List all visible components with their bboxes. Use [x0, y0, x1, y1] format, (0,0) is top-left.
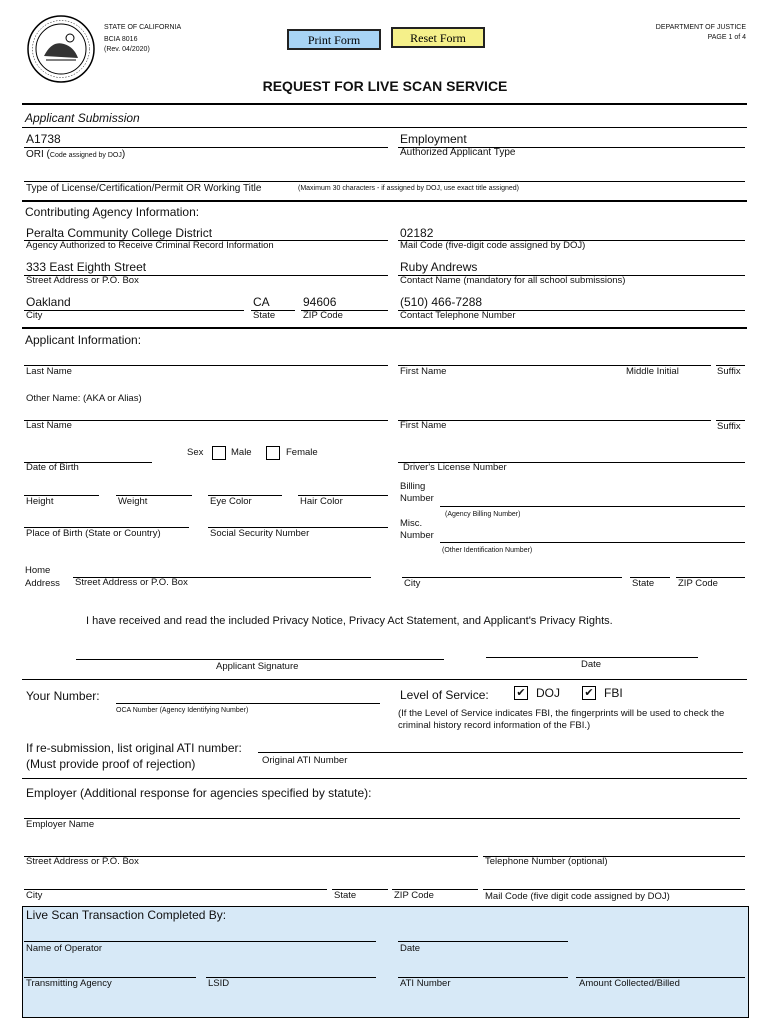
lsid-line[interactable]	[206, 977, 376, 978]
aka-suffix-label: Suffix	[717, 421, 741, 432]
title-rule	[22, 103, 747, 105]
print-form-button[interactable]: Print Form	[287, 29, 381, 50]
mail-code-label: Mail Code (five-digit code assigned by DOJ)	[400, 240, 586, 251]
applicant-type-label: Authorized Applicant Type	[400, 147, 516, 158]
doj-label: DOJ	[536, 686, 560, 700]
page-number: PAGE 1 of 4	[707, 34, 746, 41]
employer-mail-label: Mail Code (five digit code assigned by DOJ)	[485, 891, 670, 902]
reset-form-button[interactable]: Reset Form	[391, 27, 485, 48]
other-name-label: Other Name: (AKA or Alias)	[26, 393, 142, 404]
doj-check-icon: ✔	[516, 687, 526, 699]
agency-city-value[interactable]: Oakland	[26, 295, 71, 309]
ati-number-label: ATI Number	[400, 978, 451, 989]
weight-label: Weight	[118, 496, 148, 507]
resubmission-label-1: If re-submission, list original ATI number:	[26, 741, 242, 755]
dl-label: Driver's License Number	[403, 462, 507, 473]
agency-street-value[interactable]: 333 East Eighth Street	[26, 260, 147, 274]
employer-name-label: Employer Name	[26, 819, 95, 830]
submission-rule	[22, 127, 747, 128]
agency-state-value[interactable]: CA	[253, 295, 270, 309]
agency-name-label: Agency Authorized to Receive Criminal Record Information	[26, 240, 274, 251]
your-number-line[interactable]	[116, 703, 380, 704]
doj-checkbox[interactable]	[514, 686, 528, 700]
billing-line[interactable]	[440, 506, 745, 507]
department-name: DEPARTMENT OF JUSTICE	[655, 24, 746, 31]
agency-heading: Contributing Agency Information:	[25, 205, 200, 219]
license-label: Type of License/Certification/Permit OR Working Title	[26, 183, 262, 194]
your-number-label: Your Number:	[26, 689, 100, 703]
agency-street-label: Street Address or P.O. Box	[26, 275, 139, 286]
agency-city-line	[24, 310, 244, 311]
state-name: STATE OF CALIFORNIA	[104, 24, 182, 31]
sex-label: Sex	[187, 447, 204, 458]
oca-label: OCA Number (Agency Identifying Number)	[116, 707, 249, 714]
state-seal-icon	[26, 14, 96, 84]
ati-line[interactable]	[258, 752, 743, 753]
completed-heading: Live Scan Transaction Completed By:	[26, 908, 227, 922]
completed-date-label: Date	[400, 943, 421, 954]
ati-label: Original ATI Number	[262, 755, 348, 766]
fbi-note-line-1: (If the Level of Service indicates FBI, the fingerprints will be used to check the	[398, 708, 725, 719]
home-label-1: Home	[25, 565, 51, 576]
last-name-label: Last Name	[26, 366, 72, 377]
signature-label: Applicant Signature	[216, 661, 299, 672]
submission-heading: Applicant Submission	[25, 111, 140, 125]
ori-label: ORI (Code assigned by DOJ)	[26, 149, 126, 160]
employer-phone-label: Telephone Number (optional)	[485, 856, 608, 867]
height-label: Height	[26, 496, 54, 507]
privacy-statement: I have received and read the included Privacy Notice, Privacy Act Statement, and Applicant's Privacy Rights.	[86, 615, 613, 627]
agency-name-value[interactable]: Peralta Community College District	[26, 226, 213, 240]
fbi-label: FBI	[604, 686, 623, 700]
operator-line[interactable]	[24, 941, 376, 942]
home-state-label: State	[632, 578, 655, 589]
eye-color-label: Eye Color	[210, 496, 252, 507]
signature-date-label: Date	[581, 659, 602, 670]
pob-label: Place of Birth (State or Country)	[26, 528, 161, 539]
contact-name-label: Contact Name (mandatory for all school submissions)	[400, 275, 626, 286]
billing-note: (Agency Billing Number)	[445, 511, 521, 518]
female-checkbox[interactable]	[266, 446, 280, 460]
employer-city-label: City	[26, 890, 43, 901]
home-label-2: Address	[25, 578, 60, 589]
male-label: Male	[231, 447, 252, 458]
agency-rule	[22, 200, 747, 202]
ssn-label: Social Security Number	[210, 528, 310, 539]
home-city-line[interactable]	[402, 577, 622, 578]
employer-city-line[interactable]	[24, 889, 327, 890]
revision-date: (Rev. 04/2020)	[104, 46, 150, 53]
signature-date-line[interactable]	[486, 657, 698, 658]
employer-name-line[interactable]	[24, 818, 740, 819]
last-name-line[interactable]	[24, 365, 388, 366]
license-note: (Maximum 30 characters - if assigned by DOJ, use exact title assigned)	[298, 185, 519, 192]
form-number: BCIA 8016	[104, 36, 138, 43]
misc-line[interactable]	[440, 542, 745, 543]
home-zip-label: ZIP Code	[678, 578, 718, 589]
applicant-heading: Applicant Information:	[25, 333, 142, 347]
employer-heading: Employer (Additional response for agencies specified by statute):	[26, 786, 372, 800]
agency-zip-label: ZIP Code	[303, 310, 343, 321]
aka-last-name-label: Last Name	[26, 420, 72, 431]
license-line	[24, 181, 745, 182]
amount-label: Amount Collected/Billed	[579, 978, 680, 989]
mail-code-value[interactable]: 02182	[400, 226, 434, 240]
contact-phone-value[interactable]: (510) 466-7288	[400, 295, 483, 309]
employer-mail-line[interactable]	[483, 889, 745, 890]
fbi-checkbox[interactable]	[582, 686, 596, 700]
contact-phone-label: Contact Telephone Number	[400, 310, 516, 321]
operator-label: Name of Operator	[26, 943, 103, 954]
billing-label-2: Number	[400, 493, 434, 504]
applicant-type-value[interactable]: Employment	[400, 132, 467, 146]
resubmission-label-2: (Must provide proof of rejection)	[26, 757, 196, 771]
contact-name-value[interactable]: Ruby Andrews	[400, 260, 478, 274]
employer-state-label: State	[334, 890, 357, 901]
hair-color-label: Hair Color	[300, 496, 343, 507]
completed-date-line[interactable]	[398, 941, 568, 942]
employer-street-label: Street Address or P.O. Box	[26, 856, 139, 867]
male-checkbox[interactable]	[212, 446, 226, 460]
home-street-label: Street Address or P.O. Box	[75, 577, 188, 588]
middle-initial-label: Middle Initial	[626, 366, 679, 377]
misc-label-2: Number	[400, 530, 434, 541]
misc-note: (Other Identification Number)	[442, 547, 533, 554]
misc-label-1: Misc.	[400, 518, 423, 529]
employer-zip-label: ZIP Code	[394, 890, 434, 901]
aka-first-name-label: First Name	[400, 420, 447, 431]
aka-last-name-line[interactable]	[24, 420, 388, 421]
service-rule	[22, 679, 747, 680]
signature-line[interactable]	[76, 659, 444, 660]
suffix-label: Suffix	[717, 366, 741, 377]
fbi-check-icon: ✔	[584, 687, 594, 699]
ori-value[interactable]: A1738	[26, 132, 61, 146]
female-label: Female	[286, 447, 318, 458]
employer-rule	[22, 778, 747, 779]
agency-state-label: State	[253, 310, 276, 321]
first-name-label: First Name	[400, 366, 447, 377]
level-of-service-label: Level of Service:	[400, 688, 489, 702]
home-city-label: City	[404, 578, 421, 589]
fbi-note-line-2: criminal history record information of the FBI.)	[398, 720, 591, 731]
lsid-label: LSID	[208, 978, 230, 989]
billing-label-1: Billing	[400, 481, 426, 492]
agency-city-label: City	[26, 310, 43, 321]
dob-label: Date of Birth	[26, 462, 79, 473]
transmitting-agency-label: Transmitting Agency	[26, 978, 112, 989]
form-title: REQUEST FOR LIVE SCAN SERVICE	[262, 78, 508, 94]
applicant-rule	[22, 327, 747, 329]
live-scan-completed-panel	[22, 906, 749, 1018]
agency-zip-value[interactable]: 94606	[303, 295, 337, 309]
ori-line	[24, 147, 388, 148]
